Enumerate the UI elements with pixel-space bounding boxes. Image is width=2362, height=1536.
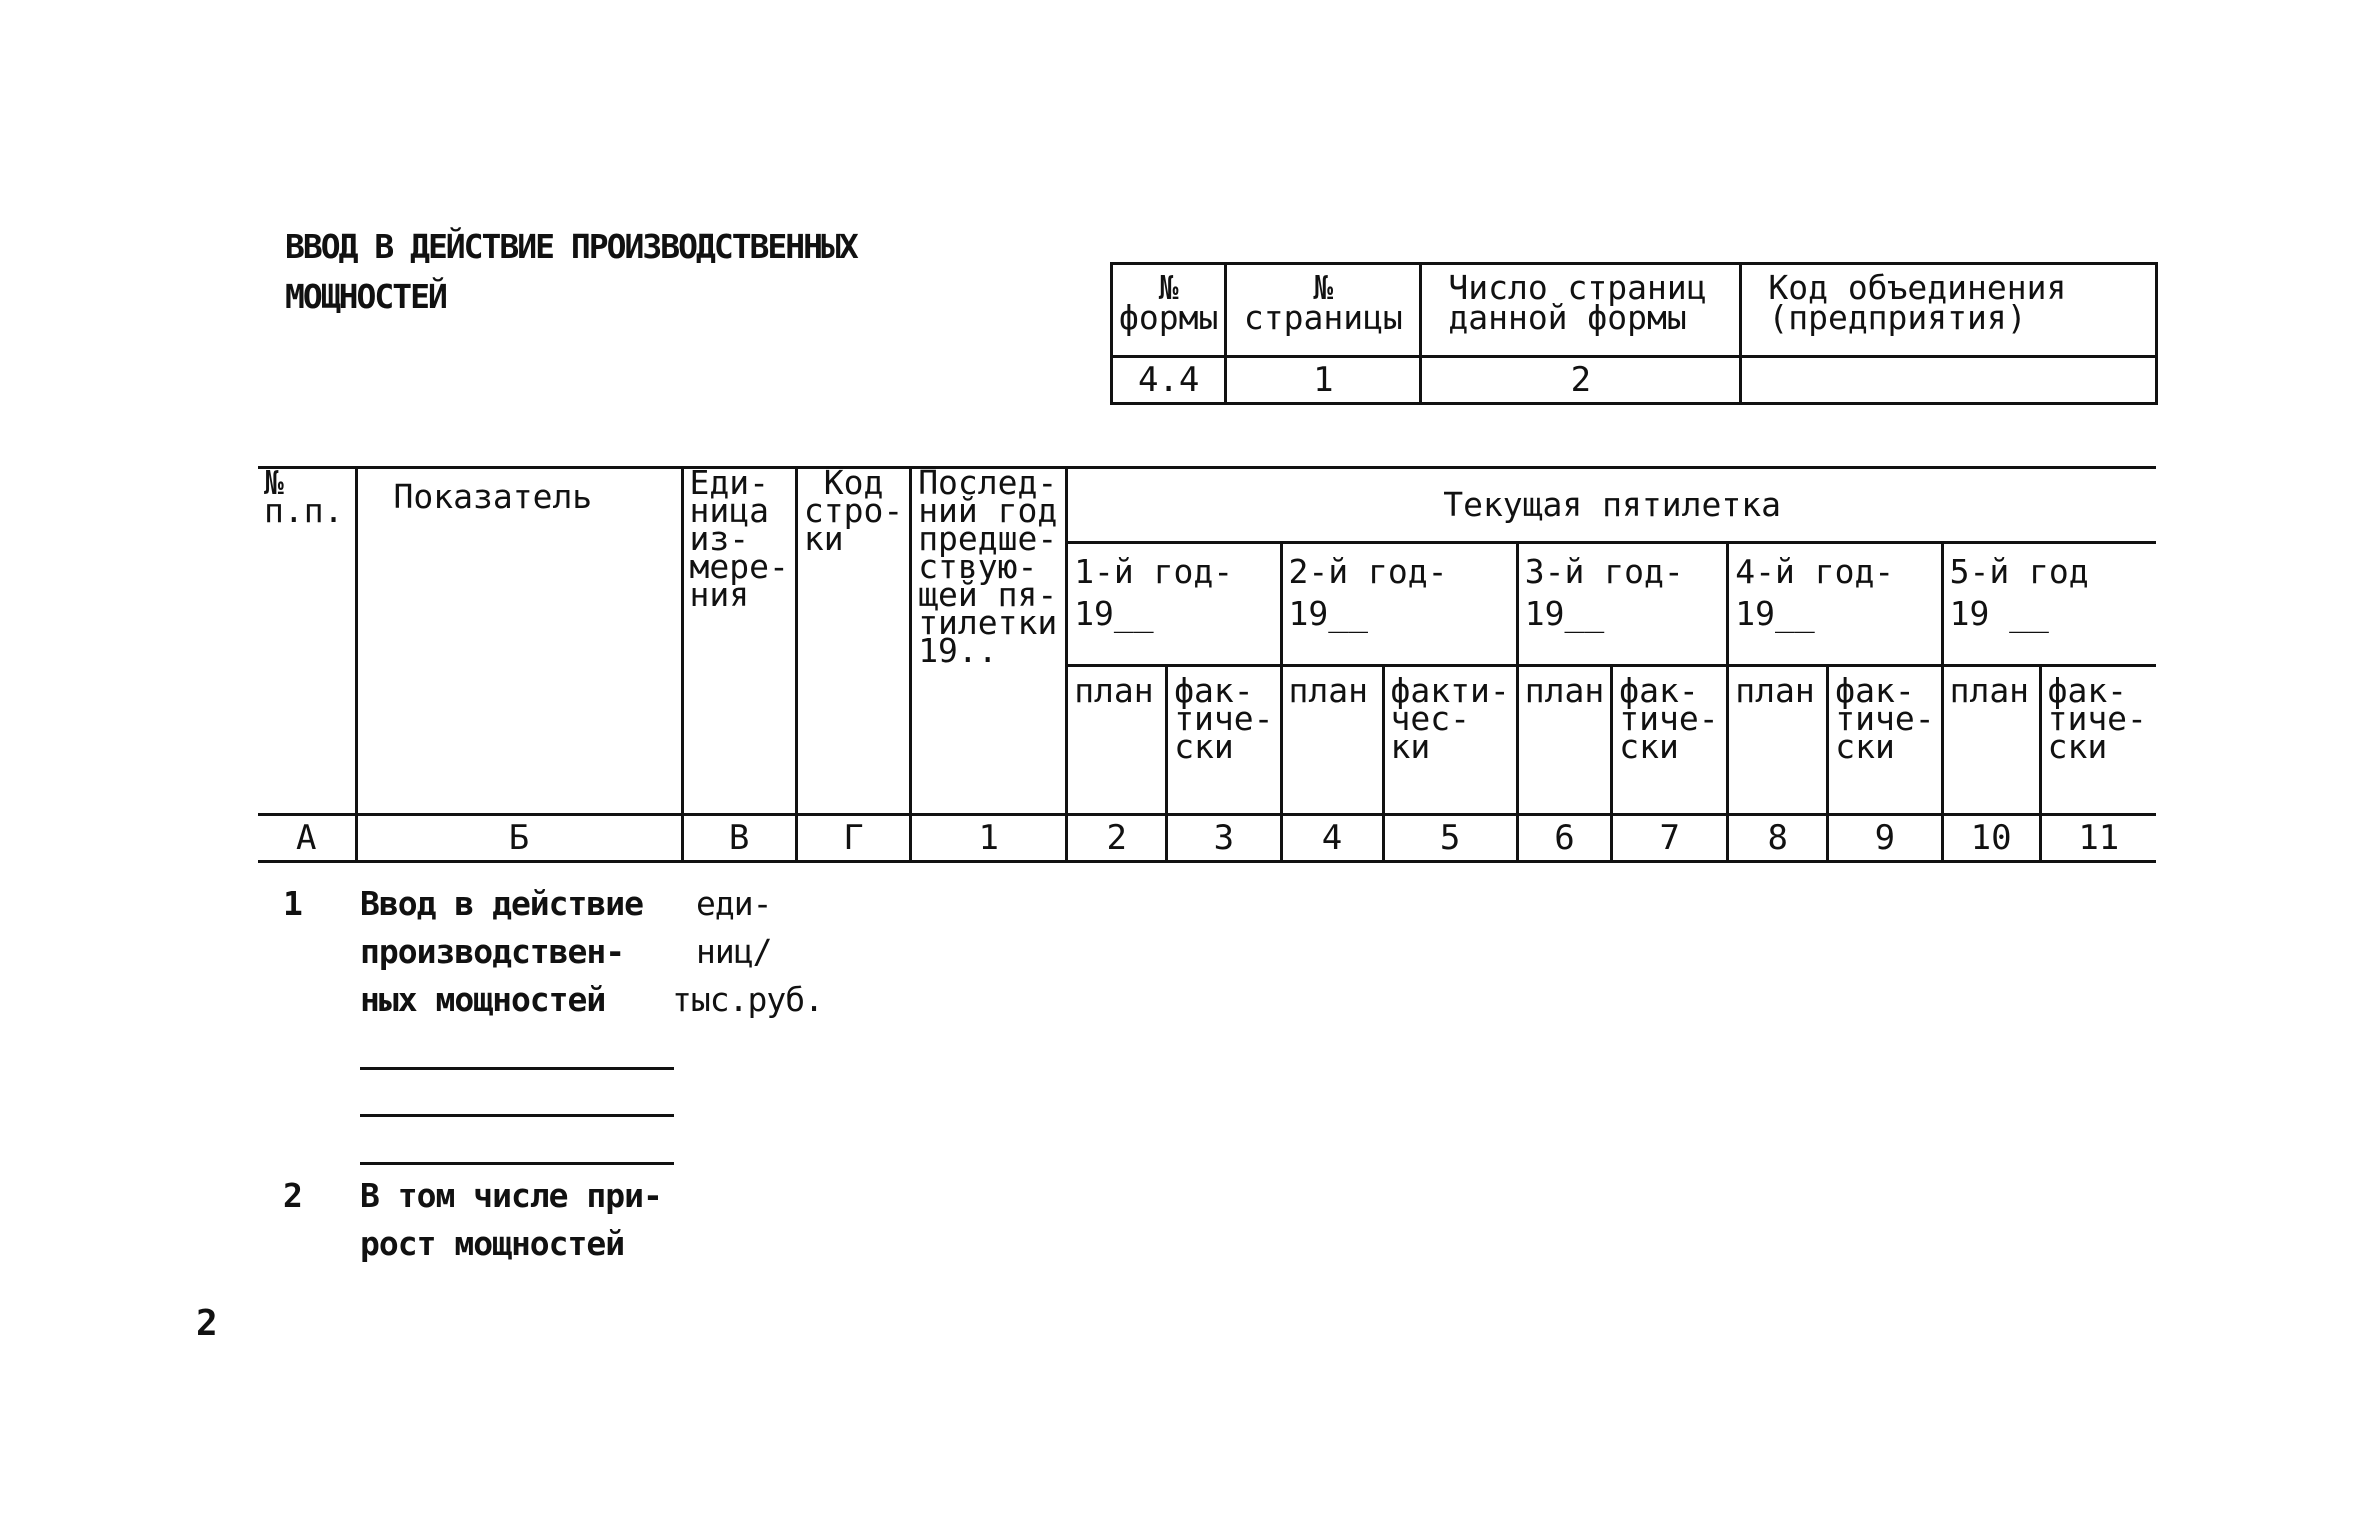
row-1-unit: еди- ниц/ тыс.руб. [672, 884, 823, 1019]
column-code: В [682, 815, 796, 862]
column-code: А [258, 815, 356, 862]
form-no-value: 4.4 [1112, 357, 1226, 404]
plan-header-1: план [1067, 666, 1167, 815]
title-line-2: МОЩНОСТЕЙ [285, 277, 446, 316]
column-code: 3 [1167, 815, 1281, 862]
pages-count-value: 2 [1421, 357, 1741, 404]
plan-header-5: план [1942, 666, 2040, 815]
unit-header: Еди- ница из- мере- ния [682, 468, 796, 815]
main-table [258, 463, 2156, 863]
page-no-value: 1 [1226, 357, 1421, 404]
underline-3 [360, 1162, 674, 1165]
page-no-header: № страницы [1226, 264, 1421, 357]
fact-header-5: фак- тиче- ски [2040, 666, 2156, 815]
column-code: 4 [1281, 815, 1383, 862]
association-code-header: Код объединения (предприятия) [1741, 264, 2157, 357]
underline-1 [360, 1067, 674, 1070]
indicator-header: Показатель [356, 468, 682, 815]
num-header: № п.п. [258, 468, 356, 815]
year-1-header: 1-й год- 19__ [1067, 543, 1281, 666]
fact-header-1: фак- тиче- ски [1167, 666, 1281, 815]
current-five-year-header: Текущая пятилетка [1067, 468, 2156, 543]
plan-header-4: план [1728, 666, 1828, 815]
association-code-value [1741, 357, 2157, 404]
column-code: 11 [2040, 815, 2156, 862]
page-number: 2 [196, 1303, 217, 1344]
title-line-1: ВВОД В ДЕЙСТВИЕ ПРОИЗВОДСТВЕННЫХ [285, 227, 857, 266]
row-2-text: В том числе при- рост мощностей [360, 1176, 662, 1263]
year-3-header: 3-й год- 19__ [1517, 543, 1727, 666]
year-4-header: 4-й год- 19__ [1728, 543, 1942, 666]
year-5-header: 5-й год 19 __ [1942, 543, 2156, 666]
row-1-text: Ввод в действие производствен- ных мощностей [360, 884, 644, 1019]
document-title [285, 222, 857, 322]
pages-count-header: Число страниц данной формы [1421, 264, 1741, 357]
underline-2 [360, 1114, 674, 1117]
row-2-number: 2 [283, 1176, 302, 1215]
column-code: 5 [1383, 815, 1517, 862]
form-no-header: № формы [1112, 264, 1226, 357]
column-code: 1 [911, 815, 1067, 862]
column-codes-row [258, 815, 2156, 862]
plan-header-3: план [1517, 666, 1611, 815]
column-code: 9 [1828, 815, 1942, 862]
plan-header-2: план [1281, 666, 1383, 815]
column-code: 6 [1517, 815, 1611, 862]
last-year-header: Послед- ний год предше- ствую- щей пя- тилетки 19.. [911, 468, 1067, 815]
column-code: Б [356, 815, 682, 862]
column-code: 8 [1728, 815, 1828, 862]
year-2-header: 2-й год- 19__ [1281, 543, 1517, 666]
column-code: 10 [1942, 815, 2040, 862]
code-header: Код стро- ки [796, 468, 910, 815]
row-1-number: 1 [283, 884, 302, 923]
column-code: 7 [1612, 815, 1728, 862]
fact-header-3: фак- тиче- ски [1612, 666, 1728, 815]
column-code: Г [796, 815, 910, 862]
column-code: 2 [1067, 815, 1167, 862]
form-info-table [1110, 262, 2158, 405]
fact-header-2: факти- чес- ки [1383, 666, 1517, 815]
fact-header-4: фак- тиче- ски [1828, 666, 1942, 815]
